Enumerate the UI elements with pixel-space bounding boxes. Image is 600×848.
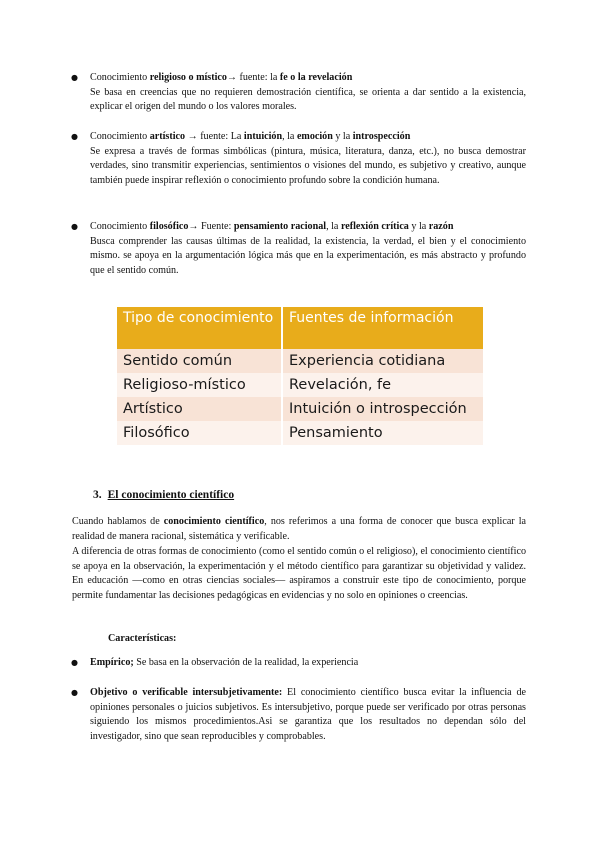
bullet-icon: ● [71,658,78,667]
characteristic-empirico [71,656,526,671]
table-cell: Revelación, fe [282,373,483,397]
bullet-filosofico [71,220,526,279]
table-row [117,373,483,397]
bullet-icon: ● [71,688,78,697]
table-header-row [117,307,483,349]
table-cell: Filosófico [117,421,282,445]
table-row [117,421,483,445]
table-row [117,397,483,421]
intro-paragraph-1: Cuando hablamos de conocimiento científico, nos referimos a una forma de conocer que busca explicar la realidad de manera racional, sistemática y verificable. [72,516,526,542]
table-cell: Sentido común [117,349,282,373]
table-cell: Experiencia cotidiana [282,349,483,373]
knowledge-sources-table [117,307,483,445]
bullet-body: Se basa en creencias que no requieren demostración científica, se orienta a dar sentido a la existencia, explicar el origen del mundo o los valores morales. [90,86,526,113]
bullet-religioso [71,71,526,115]
characteristics-label: Características: [108,633,177,644]
characteristic-text: Empírico; Se basa en la observación de la realidad, la experiencia [90,657,359,668]
section-heading [93,488,234,503]
bullet-heading: Conocimiento artístico → fuente: La intuición, la emoción y la introspección [90,131,411,142]
characteristic-text: Objetivo o verificable intersubjetivamente: El conocimiento científico busca evitar la influencia de opiniones personales o juicios subjetivos. Es intersubjetivo, porque puede ser verificado por otras personas siguiendo los mismos procedimientos.Asi se garantiza que los resultados no dependan sólo del investigador, sino que sean reproducibles y comprobables. [90,687,526,743]
bullet-icon: ● [71,132,78,141]
bullet-icon: ● [71,222,78,231]
table-row [117,349,483,373]
bullet-body: Se expresa a través de formas simbólicas (pintura, música, literatura, danza, etc.), no busca demostrar verdades, sino transmitir experiencias, sentimientos o visiones del mundo, es subjetivo y creativo, aunque también puede inspirar reflexión o conocimiento profundo sobre la condición humana. [90,145,526,187]
bullet-icon: ● [71,73,78,82]
section-title: El conocimiento científico [107,489,235,501]
table-header-cell: Tipo de conocimiento [117,307,282,349]
table-header-cell: Fuentes de información [282,307,483,349]
table-cell: Artístico [117,397,282,421]
table-cell: Intuición o introspección [282,397,483,421]
bullet-body: Busca comprender las causas últimas de la realidad, la existencia, la verdad, el bien y el conocimiento mismo. se apoya en la argumentación lógica más que en la experimentación, es más abstracto y profundo que el sentido común. [90,235,526,277]
characteristic-objetivo [71,686,526,745]
section-number: 3. [93,489,102,501]
intro-paragraph-2: A diferencia de otras formas de conocimiento (como el sentido común o el religioso), el conocimiento científico se apoya en la observación, la experimentación y el método científico para garantizar su objetividad y validez. En educación —como en otras ciencias sociales— aspiramos a construir este tipo de conocimiento, porque permite fundamentar las decisiones pedagógicas en evidencias y no solo en opiniones o creencias. [72,546,526,602]
table-cell: Religioso-místico [117,373,282,397]
table-cell: Pensamiento [282,421,483,445]
bullet-artistico [71,130,526,189]
bullet-heading: Conocimiento filosófico→ Fuente: pensamiento racional, la reflexión crítica y la razón [90,221,454,232]
bullet-heading: Conocimiento religioso o místico→ fuente: la fe o la revelación [90,72,353,83]
